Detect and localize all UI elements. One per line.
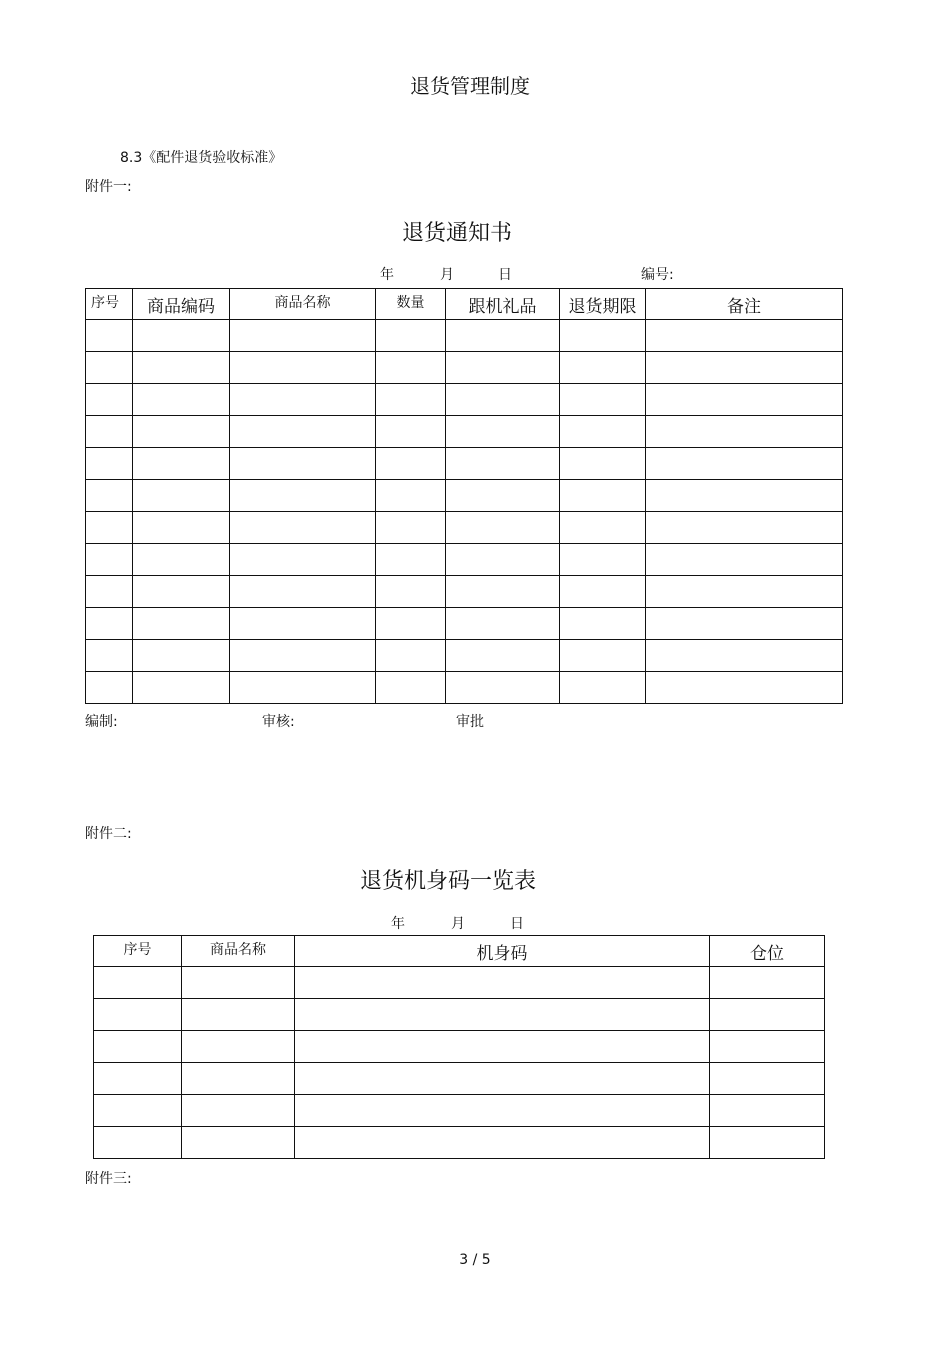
- return-notice-title: 退货通知书: [401, 221, 512, 246]
- table-cell: [133, 576, 230, 608]
- table-cell: [94, 999, 182, 1031]
- table-row: [86, 384, 843, 416]
- table-cell: [182, 1063, 295, 1095]
- col-header-location: 仓位: [710, 936, 825, 967]
- table-cell: [133, 352, 230, 384]
- table-cell: [376, 640, 446, 672]
- table-cell: [94, 1127, 182, 1159]
- table-cell: [376, 448, 446, 480]
- table-cell: [182, 967, 295, 999]
- table-cell: [295, 1127, 710, 1159]
- table-cell: [446, 544, 560, 576]
- table-cell: [86, 480, 133, 512]
- table-cell: [230, 512, 376, 544]
- table-cell: [94, 1095, 182, 1127]
- table-cell: [86, 640, 133, 672]
- serial-list-table: [93, 935, 825, 1159]
- table-cell: [94, 1031, 182, 1063]
- table-cell: [560, 512, 646, 544]
- table-cell: [86, 416, 133, 448]
- table-cell: [646, 320, 843, 352]
- table-cell: [560, 352, 646, 384]
- table-cell: [710, 1127, 825, 1159]
- table-cell: [646, 576, 843, 608]
- prepared-by-label: 编制:: [85, 714, 118, 730]
- table-cell: [86, 512, 133, 544]
- table-row: [86, 416, 843, 448]
- table-cell: [446, 512, 560, 544]
- table-cell: [230, 352, 376, 384]
- table-cell: [710, 999, 825, 1031]
- table-cell: [133, 416, 230, 448]
- table-cell: [446, 384, 560, 416]
- table-cell: [86, 544, 133, 576]
- table-cell: [230, 480, 376, 512]
- table-cell: [376, 320, 446, 352]
- table-cell: [646, 672, 843, 704]
- table-cell: [560, 416, 646, 448]
- table-cell: [86, 384, 133, 416]
- table-row: [94, 999, 825, 1031]
- col-header-product-code: 商品编码: [133, 289, 230, 320]
- notice-date-year: 年: [380, 267, 394, 283]
- table-cell: [376, 416, 446, 448]
- table-cell: [133, 640, 230, 672]
- table-cell: [182, 1127, 295, 1159]
- table-cell: [94, 967, 182, 999]
- table-cell: [230, 608, 376, 640]
- col-header-serial-number: 机身码: [295, 936, 710, 967]
- table-cell: [133, 480, 230, 512]
- table-cell: [182, 999, 295, 1031]
- table-row: [86, 352, 843, 384]
- col-header-serial: 序号: [94, 936, 182, 967]
- table-cell: [446, 672, 560, 704]
- table-row: [86, 512, 843, 544]
- table-cell: [646, 512, 843, 544]
- table-cell: [230, 544, 376, 576]
- table-cell: [446, 448, 560, 480]
- table-cell: [446, 608, 560, 640]
- table-cell: [446, 480, 560, 512]
- col-header-quantity: 数量: [376, 289, 446, 320]
- table-cell: [230, 576, 376, 608]
- serial-header-row: [94, 936, 825, 967]
- table-cell: [376, 512, 446, 544]
- table-cell: [560, 544, 646, 576]
- table-cell: [560, 672, 646, 704]
- table-cell: [560, 384, 646, 416]
- table-cell: [86, 608, 133, 640]
- table-row: [86, 672, 843, 704]
- table-row: [94, 1031, 825, 1063]
- serial-list-title: 退货机身码一览表: [359, 869, 536, 894]
- list-date-year: 年: [391, 916, 405, 932]
- table-cell: [376, 544, 446, 576]
- attachment-3-label: 附件三:: [85, 1171, 132, 1187]
- table-row: [86, 576, 843, 608]
- table-cell: [182, 1095, 295, 1127]
- table-row: [86, 320, 843, 352]
- col-header-return-deadline: 退货期限: [560, 289, 646, 320]
- table-cell: [230, 320, 376, 352]
- table-cell: [646, 608, 843, 640]
- reviewed-by-label: 审核:: [262, 714, 295, 730]
- table-cell: [376, 384, 446, 416]
- notice-header-row: [86, 289, 843, 320]
- table-cell: [376, 608, 446, 640]
- table-row: [86, 448, 843, 480]
- table-row: [94, 1127, 825, 1159]
- table-cell: [560, 576, 646, 608]
- table-cell: [560, 480, 646, 512]
- table-cell: [230, 416, 376, 448]
- table-cell: [710, 1031, 825, 1063]
- attachment-2-label: 附件二:: [85, 826, 132, 842]
- table-cell: [133, 608, 230, 640]
- table-cell: [86, 576, 133, 608]
- table-cell: [86, 672, 133, 704]
- table-cell: [295, 999, 710, 1031]
- table-row: [94, 967, 825, 999]
- table-cell: [560, 448, 646, 480]
- col-header-product-name: 商品名称: [230, 289, 376, 320]
- col-header-product-name: 商品名称: [182, 936, 295, 967]
- table-cell: [133, 672, 230, 704]
- col-header-serial: 序号: [86, 289, 133, 320]
- table-cell: [560, 320, 646, 352]
- table-cell: [560, 640, 646, 672]
- table-row: [86, 608, 843, 640]
- table-row: [86, 640, 843, 672]
- table-cell: [646, 544, 843, 576]
- table-cell: [446, 416, 560, 448]
- table-cell: [295, 1063, 710, 1095]
- col-header-remarks: 备注: [646, 289, 843, 320]
- table-row: [94, 1063, 825, 1095]
- table-cell: [446, 640, 560, 672]
- table-cell: [710, 1063, 825, 1095]
- col-header-gift: 跟机礼品: [446, 289, 560, 320]
- table-cell: [646, 384, 843, 416]
- table-cell: [230, 640, 376, 672]
- table-cell: [94, 1063, 182, 1095]
- table-cell: [230, 384, 376, 416]
- attachment-1-label: 附件一:: [85, 179, 132, 195]
- table-cell: [182, 1031, 295, 1063]
- approved-by-label: 审批: [456, 714, 484, 730]
- table-cell: [133, 320, 230, 352]
- table-cell: [446, 576, 560, 608]
- table-cell: [133, 448, 230, 480]
- table-cell: [646, 480, 843, 512]
- table-cell: [133, 384, 230, 416]
- notice-date-month: 月: [440, 267, 454, 283]
- notice-date-day: 日: [498, 267, 512, 283]
- table-cell: [376, 576, 446, 608]
- notice-number-label: 编号:: [641, 267, 674, 283]
- list-date-month: 月: [451, 916, 465, 932]
- table-cell: [86, 320, 133, 352]
- section-heading: 8.3《配件退货验收标准》: [120, 150, 283, 166]
- table-cell: [295, 1095, 710, 1127]
- table-cell: [295, 1031, 710, 1063]
- table-cell: [230, 672, 376, 704]
- table-row: [86, 544, 843, 576]
- table-cell: [133, 544, 230, 576]
- table-cell: [710, 1095, 825, 1127]
- table-cell: [646, 352, 843, 384]
- table-cell: [646, 416, 843, 448]
- table-cell: [376, 352, 446, 384]
- table-row: [94, 1095, 825, 1127]
- table-cell: [646, 640, 843, 672]
- table-row: [86, 480, 843, 512]
- table-cell: [86, 448, 133, 480]
- table-cell: [295, 967, 710, 999]
- table-cell: [376, 480, 446, 512]
- return-notice-table: [85, 288, 843, 704]
- table-cell: [133, 512, 230, 544]
- table-cell: [376, 672, 446, 704]
- table-cell: [86, 352, 133, 384]
- document-title: 退货管理制度: [410, 74, 530, 98]
- table-cell: [230, 448, 376, 480]
- table-cell: [646, 448, 843, 480]
- table-cell: [446, 352, 560, 384]
- table-cell: [560, 608, 646, 640]
- table-cell: [446, 320, 560, 352]
- table-cell: [710, 967, 825, 999]
- page-number: 3 / 5: [459, 1252, 491, 1268]
- list-date-day: 日: [510, 916, 524, 932]
